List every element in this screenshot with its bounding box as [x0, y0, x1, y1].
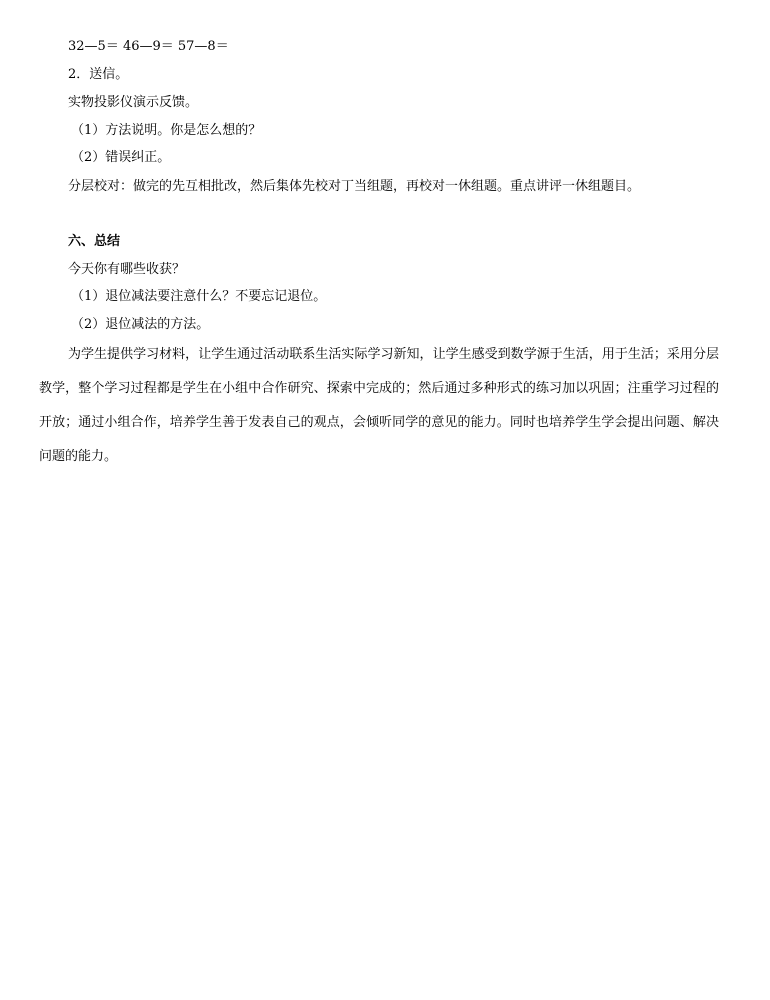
item-2-heading: 2．送信。: [68, 67, 129, 82]
harvest-question-line: 今天你有哪些收获？: [68, 262, 186, 277]
reflection-paragraph: 为学生提供学习材料，让学生通过活动联系生活实际学习新知，让学生感受到数学源于生活，用于生活；采用分层教学，整个学习过程都是学生在小组中合作研究、探索中完成的；然后通过多种形式的练习加以巩固；注重学习过程的开放；通过小组合作，培养学生善于发表自己的观点，会倾听同学的意见的能力。同时也培养学生学会提出问题、解决问题的能力。: [39, 347, 719, 464]
section-6-title: 六、总结: [68, 234, 121, 249]
layered-check-paragraph: 分层校对：做完的先互相批改，然后集体先校对丁当组题，再校对一休组题。重点讲评一休组题目。: [68, 179, 641, 194]
projector-feedback-line: 实物投影仪演示反馈。: [68, 95, 199, 110]
exercise-line: 32—5＝ 46—9＝ 57—8＝: [68, 39, 229, 54]
summary-point-2: （2）退位减法的方法。: [71, 317, 210, 332]
method-explain-line: （1）方法说明。你是怎么想的？: [71, 123, 262, 138]
error-correct-line: （2）错误纠正。: [71, 150, 171, 165]
summary-point-1: （1）退位减法要注意什么？不要忘记退位。: [71, 289, 327, 304]
